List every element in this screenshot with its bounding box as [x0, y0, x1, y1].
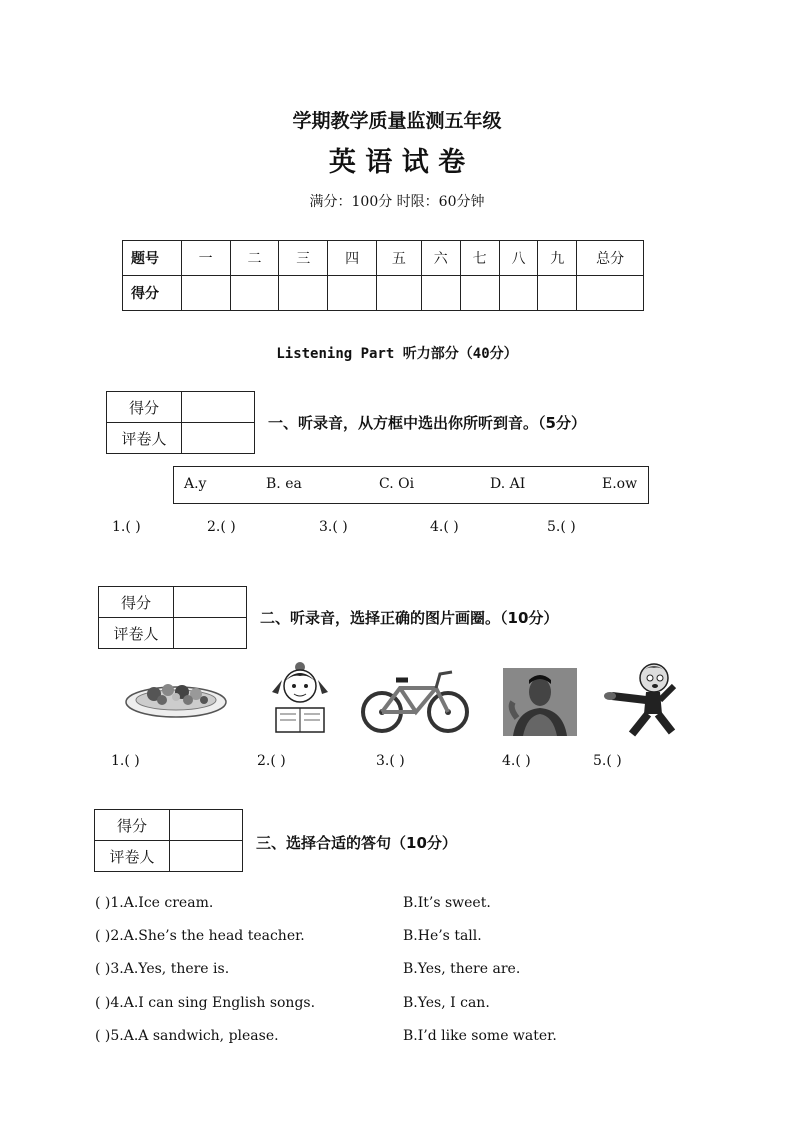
answer-blank[interactable]: 4.( )	[502, 753, 531, 769]
option-item: E.ow	[602, 476, 638, 492]
grader-score-input[interactable]	[182, 392, 255, 423]
girl-reading-image[interactable]	[266, 658, 334, 738]
salad-plate-image[interactable]	[124, 670, 228, 720]
options-box	[173, 466, 649, 504]
score-input-cell[interactable]	[328, 276, 377, 311]
score-table	[122, 240, 644, 311]
option-item: C. Oi	[379, 476, 415, 492]
grader-score-input[interactable]	[174, 587, 247, 618]
score-table-cell: 总分	[577, 241, 644, 276]
question-option-a[interactable]: ( )4.A.I can sing English songs.	[95, 995, 316, 1011]
answer-blank[interactable]: 1.( )	[111, 753, 140, 769]
section2-title: 二、听录音，选择正确的图片画圈。（10分）	[260, 609, 559, 627]
exam-subtitle: 英 语 试 卷	[328, 147, 466, 178]
section3-title: 三、选择合适的答句（10分）	[256, 834, 457, 852]
score-table-cell: 八	[499, 241, 538, 276]
section1-title: 一、听录音，从方框中选出你所听到音。（5分）	[268, 414, 586, 432]
grader-name-input[interactable]	[174, 618, 247, 649]
question-option-a[interactable]: ( )2.A.She’s the head teacher.	[95, 928, 305, 944]
option-item: D. AI	[490, 476, 526, 492]
grader-name-label: 评卷人	[99, 618, 174, 649]
score-table-cell: 四	[328, 241, 377, 276]
grader-score-label: 得分	[99, 587, 174, 618]
question-option-a[interactable]: ( )1.A.Ice cream.	[95, 895, 214, 911]
grader-score-input[interactable]	[170, 810, 243, 841]
score-table-cell: 得分	[123, 276, 182, 311]
question-option-b[interactable]: B.I’d like some water.	[403, 1028, 557, 1044]
grader-name-label: 评卷人	[95, 841, 170, 872]
option-item: A.y	[184, 476, 207, 492]
score-table-score-row	[123, 276, 644, 311]
answer-blank[interactable]: 3.( )	[376, 753, 405, 769]
score-table-cell: 七	[460, 241, 499, 276]
score-input-cell[interactable]	[460, 276, 499, 311]
grader-name-label: 评卷人	[107, 423, 182, 454]
answer-blank[interactable]: 4.( )	[430, 519, 459, 535]
score-table-cell: 六	[421, 241, 460, 276]
score-table-cell: 九	[538, 241, 577, 276]
answer-blank[interactable]: 3.( )	[319, 519, 348, 535]
score-table-cell: 题号	[123, 241, 182, 276]
grader-name-input[interactable]	[170, 841, 243, 872]
question-option-b[interactable]: B.He’s tall.	[403, 928, 482, 944]
score-input-cell[interactable]	[230, 276, 279, 311]
question-option-b[interactable]: B.Yes, there are.	[403, 961, 521, 977]
answer-blank[interactable]: 1.( )	[112, 519, 141, 535]
man-photo-image[interactable]	[503, 668, 577, 736]
grader-box	[98, 586, 247, 649]
answer-blank[interactable]: 2.( )	[257, 753, 286, 769]
score-table-cell: 二	[230, 241, 279, 276]
answer-blank[interactable]: 5.( )	[547, 519, 576, 535]
grader-box	[106, 391, 255, 454]
score-input-cell[interactable]	[181, 276, 230, 311]
listening-part-title: Listening Part 听力部分（40分）	[276, 346, 518, 362]
grader-name-input[interactable]	[182, 423, 255, 454]
score-input-cell[interactable]	[279, 276, 328, 311]
score-table-cell: 一	[181, 241, 230, 276]
score-input-cell[interactable]	[376, 276, 421, 311]
grader-score-label: 得分	[107, 392, 182, 423]
score-table-header-row	[123, 241, 644, 276]
score-input-cell[interactable]	[499, 276, 538, 311]
score-input-cell[interactable]	[421, 276, 460, 311]
score-input-cell[interactable]	[538, 276, 577, 311]
answer-blank[interactable]: 5.( )	[593, 753, 622, 769]
grader-score-label: 得分	[95, 810, 170, 841]
boy-kicking-image[interactable]	[602, 656, 688, 742]
question-option-b[interactable]: B.It’s sweet.	[403, 895, 491, 911]
grader-box	[94, 809, 243, 872]
exam-title: 学期教学质量监测五年级	[292, 110, 502, 132]
answer-blank[interactable]: 2.( )	[207, 519, 236, 535]
bicycle-image[interactable]	[360, 664, 470, 734]
score-table-cell: 五	[376, 241, 421, 276]
score-table-cell: 三	[279, 241, 328, 276]
question-option-b[interactable]: B.Yes, I can.	[403, 995, 490, 1011]
question-option-a[interactable]: ( )3.A.Yes, there is.	[95, 961, 230, 977]
exam-info: 满分：100分 时限：60分钟	[309, 194, 485, 210]
question-option-a[interactable]: ( )5.A.A sandwich, please.	[95, 1028, 279, 1044]
score-input-cell[interactable]	[577, 276, 644, 311]
option-item: B. ea	[266, 476, 302, 492]
